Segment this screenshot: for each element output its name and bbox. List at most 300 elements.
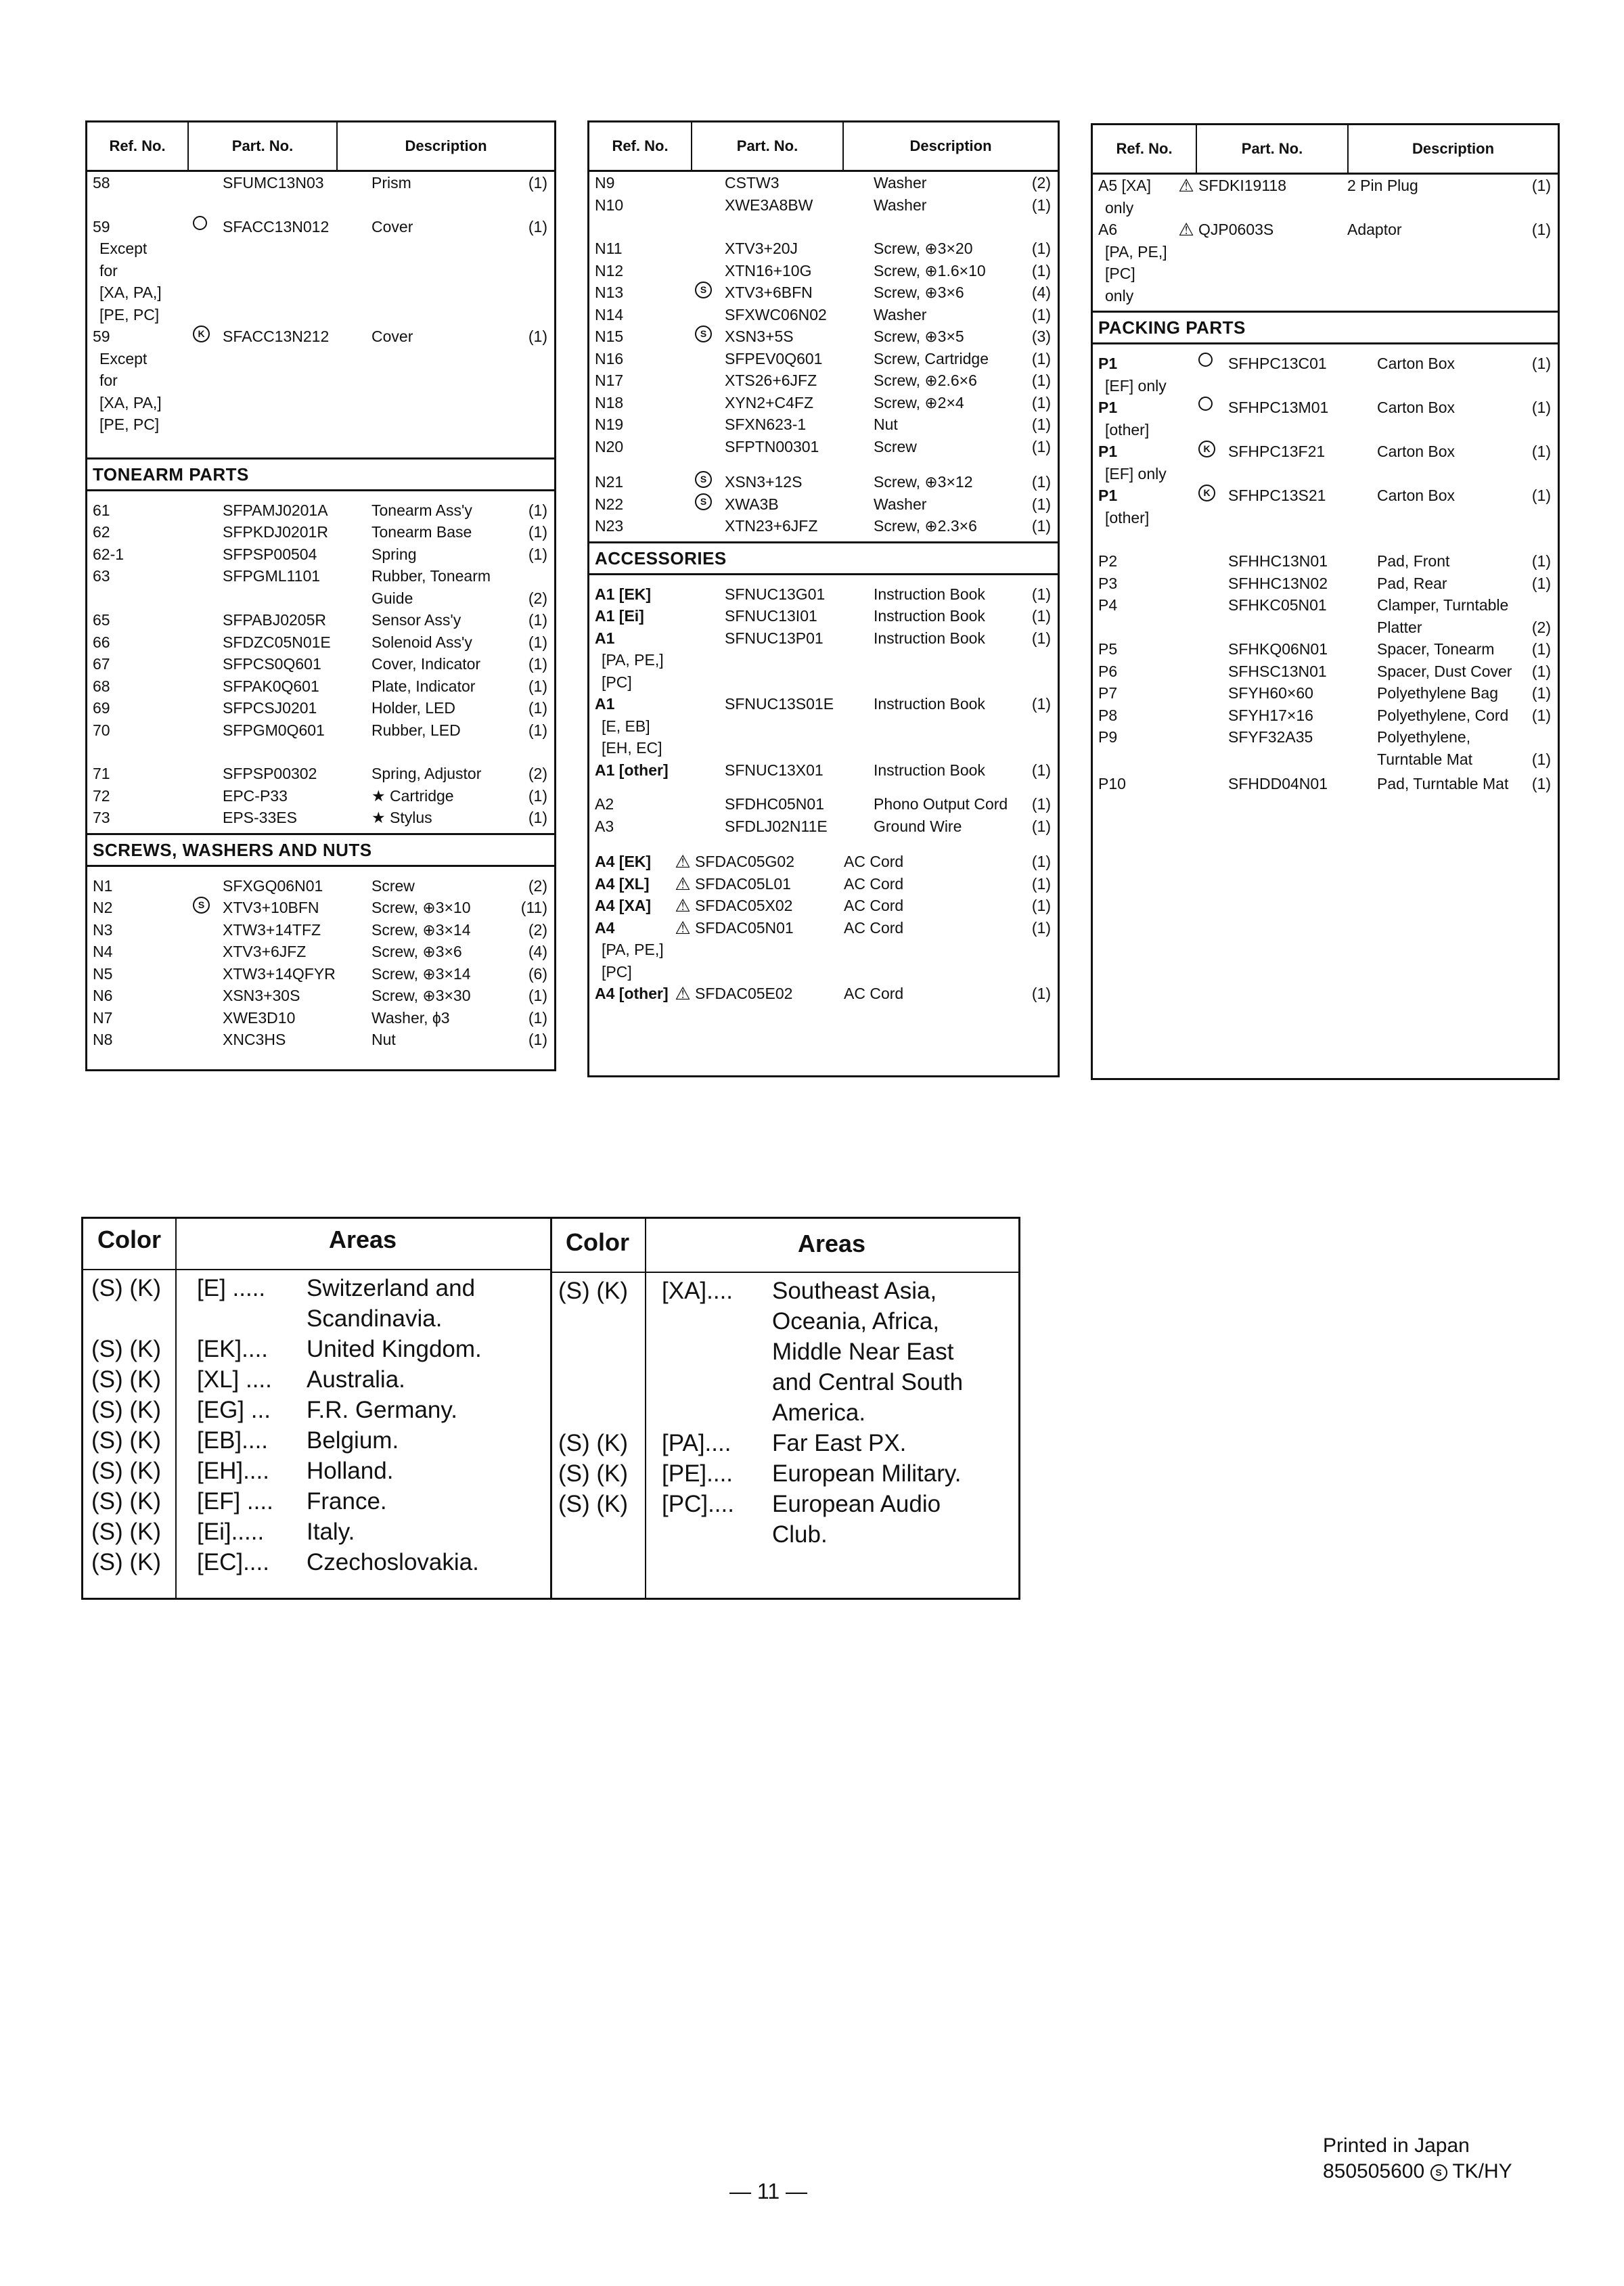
part-no: EPS-33ES xyxy=(223,809,297,826)
ref-no: P1 xyxy=(1098,443,1118,460)
spacer xyxy=(93,741,547,763)
area-note: [PA, PE,] xyxy=(1105,242,1167,261)
region-name: United Kingdom. xyxy=(307,1336,482,1362)
ref-no: N9 xyxy=(595,174,615,192)
part-no: SFXWC06N02 xyxy=(725,305,827,323)
parts-row xyxy=(595,238,1051,260)
quantity xyxy=(1512,726,1551,748)
description: Cover xyxy=(371,328,413,345)
symbol-cell xyxy=(193,897,223,919)
description: Ground Wire xyxy=(874,817,962,835)
ref-no: P6 xyxy=(1098,662,1118,680)
symbol-cell xyxy=(695,583,725,606)
quantity: (1) xyxy=(1531,662,1551,680)
symbol-cell xyxy=(695,369,725,392)
quantity: (1) xyxy=(1031,349,1051,367)
ref-no: N4 xyxy=(93,943,113,960)
description: Polyethylene Bag xyxy=(1377,684,1499,702)
symbol-cell xyxy=(695,326,725,348)
symbol-cell xyxy=(193,587,223,610)
section-screws: SCREWS, WASHERS AND NUTS xyxy=(87,833,554,867)
parts-row xyxy=(93,875,547,897)
parts-row xyxy=(1098,748,1551,771)
part-no: SFACC13N212 xyxy=(223,328,330,345)
area-row xyxy=(83,1519,1018,1550)
part-no: SFHKC05N01 xyxy=(1228,596,1327,614)
quantity: (1) xyxy=(528,1008,547,1027)
part-no: XNC3HS xyxy=(223,1031,286,1048)
parts-row xyxy=(1098,704,1551,727)
symbol-cell xyxy=(193,807,223,829)
symbol-cell xyxy=(695,392,725,414)
ref-no: A4 [other] xyxy=(595,985,669,1002)
quantity: (1) xyxy=(1031,261,1051,279)
region-code: [EG] ... xyxy=(197,1397,271,1423)
part-no: SFPKDJ0201R xyxy=(223,523,328,541)
area-row xyxy=(83,1397,1018,1428)
quantity: (1) xyxy=(1531,399,1551,416)
quantity: (1) xyxy=(1031,629,1051,647)
symbol-cell xyxy=(193,172,223,194)
part-no: SFUMC13N03 xyxy=(223,174,324,192)
quantity: (1) xyxy=(1031,517,1051,535)
parts-row xyxy=(595,326,1051,348)
region-code: [PE].... xyxy=(662,1460,734,1487)
warning-triangle-icon: ⚠ xyxy=(675,917,691,938)
ref-no: N21 xyxy=(595,473,624,491)
part-no xyxy=(1228,617,1377,639)
area-row xyxy=(83,1337,1018,1367)
symbol-cell xyxy=(695,238,725,260)
ref-no: N23 xyxy=(595,517,624,535)
description: 2 Pin Plug xyxy=(1347,177,1418,194)
parts-row xyxy=(595,172,1051,194)
ref-no: 58 xyxy=(93,174,110,192)
part-no: SFDHC05N01 xyxy=(725,795,824,813)
part-no: SFHHC13N01 xyxy=(1228,552,1328,570)
open-circle-icon xyxy=(1198,397,1213,411)
symbol-cell xyxy=(193,785,223,807)
part-no: SFHHC13N02 xyxy=(1228,574,1328,592)
ref-no: N6 xyxy=(93,987,113,1004)
ref-no: P5 xyxy=(1098,640,1118,658)
parts-row xyxy=(93,897,547,919)
quantity: (1) xyxy=(1031,437,1051,455)
ref-no: N3 xyxy=(93,920,113,939)
description: Clamper, Turntable xyxy=(1377,596,1509,614)
description: ★ Stylus xyxy=(371,809,432,826)
part-no: SFYF32A35 xyxy=(1228,728,1313,746)
parts-row xyxy=(93,631,547,654)
quantity: (1) xyxy=(528,633,547,651)
ref-no: 69 xyxy=(93,699,110,717)
ref-no: P9 xyxy=(1098,728,1118,746)
region-code: [E] ..... xyxy=(197,1275,266,1301)
parts-table-3 xyxy=(1091,123,1560,1080)
part-no: SFPSP00504 xyxy=(223,545,317,563)
table-header xyxy=(87,122,554,172)
parts-row xyxy=(93,919,547,941)
region-name: Holland. xyxy=(307,1458,394,1484)
symbol-cell xyxy=(1198,594,1228,617)
description: Phono Output Cord xyxy=(874,795,1008,813)
symbol-cell xyxy=(193,631,223,654)
ref-no: P1 xyxy=(1098,355,1118,372)
parts-row xyxy=(93,216,547,238)
symbol-cell xyxy=(193,326,223,348)
description: Tonearm Base xyxy=(371,523,472,541)
description: Pad, Front xyxy=(1377,552,1450,570)
symbol-cell xyxy=(695,605,725,627)
spacer xyxy=(595,837,1051,851)
area-note: [EF] only xyxy=(1105,376,1167,395)
header-ref: Ref. No. xyxy=(87,122,189,170)
part-no: XSN3+12S xyxy=(725,473,803,491)
part-no: SFPTN00301 xyxy=(725,437,819,455)
description: Platter xyxy=(1377,618,1422,636)
ref-no: N5 xyxy=(93,964,113,983)
parts-row xyxy=(93,763,547,785)
ref-no: A4 [XL] xyxy=(595,874,650,893)
area-note: [other] xyxy=(1105,508,1150,526)
part-no: XTW3+14TFZ xyxy=(223,920,321,939)
description: Screw, Cartridge xyxy=(874,349,989,367)
ref-no: 59 xyxy=(93,217,110,236)
quantity: (1) xyxy=(1531,750,1551,768)
description: Screw, ⊕1.6×10 xyxy=(874,261,986,279)
region-name: and Central South xyxy=(772,1369,964,1395)
parts-row xyxy=(595,194,1051,217)
parts-row xyxy=(1098,441,1551,463)
ref-no: N14 xyxy=(595,305,624,323)
color-code: (S) (K) xyxy=(91,1458,162,1484)
quantity: (1) xyxy=(528,786,547,805)
region-code: [PA].... xyxy=(662,1430,731,1456)
symbol-cell xyxy=(193,1029,223,1051)
warning-triangle-icon: ⚠ xyxy=(1178,175,1194,196)
ref-no: A3 xyxy=(595,817,614,835)
part-no: SFACC13N012 xyxy=(223,217,330,236)
quantity: (1) xyxy=(1031,817,1051,835)
region-code: [EK].... xyxy=(197,1336,269,1362)
quantity: (1) xyxy=(1031,853,1051,870)
quantity xyxy=(1512,594,1551,617)
section-packing-parts: PACKING PARTS xyxy=(1093,311,1558,344)
quantity: (1) xyxy=(528,328,547,345)
description: Screw, ⊕2.3×6 xyxy=(874,517,977,535)
symbol-cell xyxy=(193,565,223,587)
header-desc: Description xyxy=(909,137,992,154)
symbol-cell xyxy=(1198,441,1228,463)
part-no: XTV3+20J xyxy=(725,240,798,257)
ref-no: 66 xyxy=(93,633,110,651)
part-no: SFDAC05X02 xyxy=(695,897,793,914)
parts-table-2 xyxy=(587,120,1060,1077)
ref-no: N17 xyxy=(595,372,624,389)
ref-no: N22 xyxy=(595,495,624,513)
parts-row xyxy=(595,436,1051,458)
color-code: (S) (K) xyxy=(558,1430,629,1456)
description: AC Cord xyxy=(844,874,904,893)
ref-no: A4 [XA] xyxy=(595,897,652,914)
region-name: Switzerland and xyxy=(307,1275,476,1301)
part-no: SFDAC05L01 xyxy=(695,874,791,893)
spacer xyxy=(595,457,1051,471)
parts-row xyxy=(93,326,547,348)
description: Screw, ⊕2×4 xyxy=(874,393,964,411)
symbol-cell xyxy=(193,875,223,897)
parts-row xyxy=(1098,594,1551,617)
part-no: XWA3B xyxy=(725,495,779,513)
parts-row xyxy=(93,521,547,543)
area-note: [PC] xyxy=(1105,265,1135,282)
part-no: SFHPC13S21 xyxy=(1228,487,1326,504)
color-code: (S) (K) xyxy=(91,1488,162,1515)
printed-in: Printed in Japan xyxy=(1323,2134,1470,2157)
symbol-cell xyxy=(1198,748,1228,771)
header-ref: Ref. No. xyxy=(1093,125,1197,173)
part-no xyxy=(223,587,371,610)
part-no: SFPSP00302 xyxy=(223,765,317,782)
quantity: (1) xyxy=(1031,795,1051,813)
k-circle-icon: K xyxy=(193,326,210,342)
part-no: EPC-P33 xyxy=(223,786,288,805)
part-no: SFDAC05N01 xyxy=(695,918,794,937)
ref-no: N7 xyxy=(93,1008,113,1027)
description: Turntable Mat xyxy=(1377,750,1473,768)
ref-no: A4 [EK] xyxy=(595,853,652,870)
part-no: SFNUC13S01E xyxy=(725,695,834,713)
parts-row xyxy=(93,1007,547,1029)
part-no: SFPEV0Q601 xyxy=(725,349,823,367)
part-no: XTN16+10G xyxy=(725,261,812,279)
color-header-right: Color xyxy=(566,1228,629,1256)
s-circle-icon: S xyxy=(695,326,712,342)
ref-no: N13 xyxy=(595,284,624,301)
description: Screw xyxy=(371,876,415,895)
parts-table-1 xyxy=(85,120,556,1071)
part-no: SFDAC05G02 xyxy=(695,853,795,870)
color-code: (S) (K) xyxy=(91,1336,162,1362)
part-no: XTN23+6JFZ xyxy=(725,517,818,535)
parts-row xyxy=(595,260,1051,282)
spacer xyxy=(595,216,1051,238)
ref-no: P4 xyxy=(1098,596,1118,614)
part-no: CSTW3 xyxy=(725,174,780,192)
parts-row xyxy=(1098,485,1551,507)
part-no: SFPCSJ0201 xyxy=(223,699,317,717)
symbol-cell xyxy=(193,216,223,238)
description: Carton Box xyxy=(1377,355,1456,372)
header-part: Part. No. xyxy=(1197,125,1349,173)
description: ★ Cartridge xyxy=(371,786,454,805)
parts-row xyxy=(93,609,547,631)
ref-no: 71 xyxy=(93,765,110,782)
color-code: (S) (K) xyxy=(91,1519,162,1545)
ref-no: 61 xyxy=(93,501,110,519)
parts-row xyxy=(1098,638,1551,660)
ref-no: 62 xyxy=(93,523,110,541)
description: Rubber, LED xyxy=(371,721,461,739)
parts-row xyxy=(1098,353,1551,375)
k-circle-icon: K xyxy=(1198,441,1215,457)
description: Instruction Book xyxy=(874,607,985,625)
quantity: (1) xyxy=(1031,897,1051,914)
symbol-cell xyxy=(193,763,223,785)
quantity: (1) xyxy=(1031,305,1051,323)
parts-row xyxy=(595,895,1051,917)
quantity: (1) xyxy=(528,699,547,717)
symbol-cell xyxy=(193,521,223,543)
color-code: (S) (K) xyxy=(91,1366,162,1393)
quantity: (1) xyxy=(1531,684,1551,702)
table-header xyxy=(589,122,1058,172)
ref-no: A2 xyxy=(595,795,614,813)
symbol-cell xyxy=(695,471,725,493)
symbol-cell xyxy=(1198,682,1228,704)
area-note: [PE, PC] xyxy=(99,305,160,323)
parts-row xyxy=(595,605,1051,627)
description: Screw, ⊕3×14 xyxy=(371,920,471,939)
description: Washer xyxy=(874,495,927,513)
ref-no: A1 xyxy=(595,629,615,647)
color-code: (S) (K) xyxy=(91,1427,162,1454)
parts-row xyxy=(93,565,547,587)
region-name: Scandinavia. xyxy=(307,1305,443,1332)
ref-no: 67 xyxy=(93,655,110,673)
description: Adaptor xyxy=(1347,221,1402,238)
parts-row xyxy=(595,304,1051,326)
description: Instruction Book xyxy=(874,585,985,603)
header-part: Part. No. xyxy=(189,122,338,170)
description: Instruction Book xyxy=(874,695,985,713)
s-circle-icon: S xyxy=(193,897,210,914)
description: AC Cord xyxy=(844,918,904,937)
ref-no: N19 xyxy=(595,416,624,433)
parts-row xyxy=(93,719,547,742)
ref-no: P2 xyxy=(1098,552,1118,570)
ref-no: P8 xyxy=(1098,706,1118,724)
region-name: America. xyxy=(772,1399,866,1426)
area-note: [other] xyxy=(1105,420,1150,439)
region-code: [PC].... xyxy=(662,1491,734,1517)
symbol-cell xyxy=(1198,726,1228,748)
quantity: (1) xyxy=(1531,177,1551,194)
ref-no xyxy=(1098,748,1198,771)
quantity: (1) xyxy=(1031,607,1051,625)
quantity: (1) xyxy=(528,809,547,826)
ref-no: A1 [other] xyxy=(595,761,669,779)
parts-row xyxy=(595,348,1051,370)
parts-row xyxy=(595,282,1051,304)
part-no: SFPGM0Q601 xyxy=(223,721,325,739)
description: Nut xyxy=(874,416,898,433)
color-header-left: Color xyxy=(97,1226,161,1253)
symbol-cell xyxy=(193,963,223,985)
description: Screw, ⊕3×14 xyxy=(371,964,471,983)
warning-triangle-icon: ⚠ xyxy=(675,983,691,1004)
description: Spring, Adjustor xyxy=(371,765,482,782)
part-no: XWE3A8BW xyxy=(725,196,813,214)
symbol-cell xyxy=(193,609,223,631)
area-note: only xyxy=(1105,286,1134,305)
area-row xyxy=(83,1276,1018,1306)
ref-no: 70 xyxy=(93,721,110,739)
symbol-cell xyxy=(193,653,223,675)
symbol-cell xyxy=(695,260,725,282)
description: Screw, ⊕3×5 xyxy=(874,328,964,345)
description: AC Cord xyxy=(844,897,904,914)
part-no: SFHKQ06N01 xyxy=(1228,640,1328,658)
color-code: (S) (K) xyxy=(558,1278,629,1304)
part-no: XSN3+5S xyxy=(725,328,794,345)
symbol-cell xyxy=(193,499,223,522)
region-code: [EH].... xyxy=(197,1458,269,1484)
areas-header-right: Areas xyxy=(797,1230,866,1257)
ref-no: 65 xyxy=(93,611,110,629)
part-no: SFPAK0Q601 xyxy=(223,677,319,695)
part-no: SFNUC13I01 xyxy=(725,607,817,625)
parts-row xyxy=(595,493,1051,516)
quantity: (1) xyxy=(1031,985,1051,1002)
description: Plate, Indicator xyxy=(371,677,476,695)
symbol-cell xyxy=(695,413,725,436)
spacer xyxy=(595,781,1051,793)
description: Screw, ⊕3×30 xyxy=(371,987,471,1004)
ref-no: N1 xyxy=(93,876,113,895)
symbol-cell xyxy=(695,172,725,194)
part-no: SFDLJ02N11E xyxy=(725,817,828,835)
symbol-cell xyxy=(193,697,223,719)
ref-no: N15 xyxy=(595,328,624,345)
page-number: — 11 — xyxy=(729,2179,807,2203)
description: Carton Box xyxy=(1377,487,1456,504)
ref-no: A5 [XA] xyxy=(1098,177,1151,194)
quantity: (1) xyxy=(1031,240,1051,257)
part-no: SFNUC13P01 xyxy=(725,629,824,647)
description: Polyethylene, Cord xyxy=(1377,706,1509,724)
region-name: Middle Near East xyxy=(772,1339,954,1365)
symbol-cell xyxy=(1198,660,1228,683)
region-name: Italy. xyxy=(307,1519,355,1545)
symbol-cell xyxy=(695,759,725,782)
description: Polyethylene, xyxy=(1377,728,1471,746)
parts-row xyxy=(595,471,1051,493)
quantity: (1) xyxy=(1031,761,1051,779)
ref-no: P7 xyxy=(1098,684,1118,702)
area-row xyxy=(83,1458,1018,1489)
quantity: (2) xyxy=(1031,174,1051,192)
part-no: SFXN623-1 xyxy=(725,416,807,433)
ref-no: N11 xyxy=(595,240,623,257)
parts-row xyxy=(93,785,547,807)
ref-no: A1 xyxy=(595,695,615,713)
parts-row xyxy=(1098,682,1551,704)
region-name: European Military. xyxy=(772,1460,962,1487)
ref-no: 63 xyxy=(93,567,110,585)
description: Guide xyxy=(371,589,413,607)
open-circle-icon xyxy=(193,216,207,230)
region-code: [EC].... xyxy=(197,1549,269,1575)
quantity: (1) xyxy=(1531,355,1551,372)
header-part: Part. No. xyxy=(692,122,844,170)
quantity: (1) xyxy=(528,721,547,739)
print-info xyxy=(1323,2133,1512,2184)
area-note: [XA, PA,] xyxy=(99,393,162,411)
warning-triangle-icon: ⚠ xyxy=(675,851,691,872)
parts-row xyxy=(595,627,1051,650)
quantity: (1) xyxy=(1031,416,1051,433)
